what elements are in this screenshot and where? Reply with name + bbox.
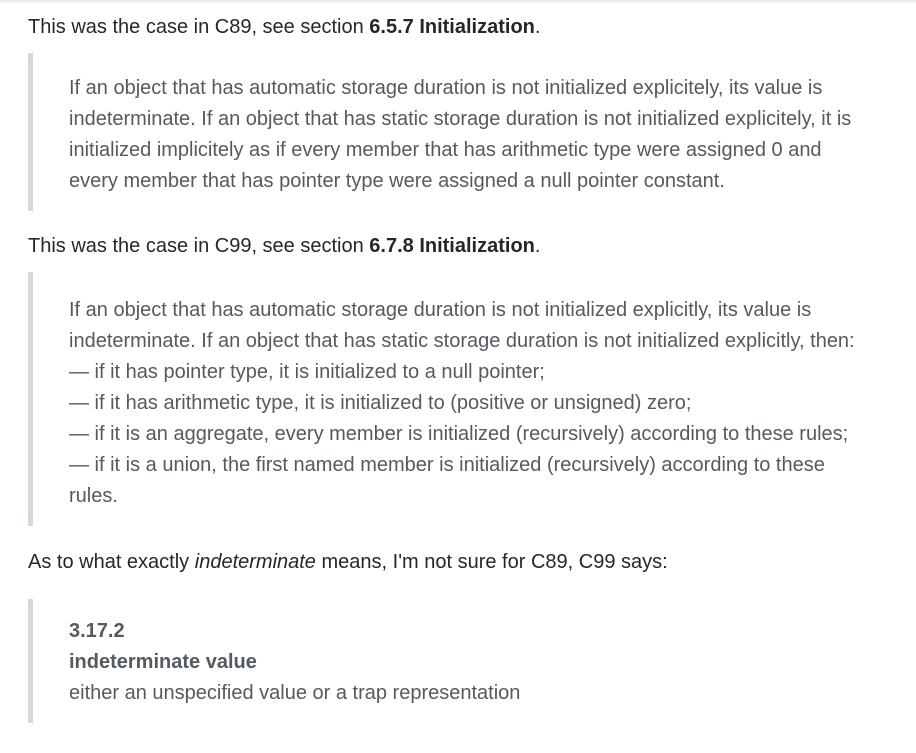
c99-intro-suffix: . xyxy=(534,235,541,257)
quote-line: — if it has arithmetic type, it is initialized to (positive or unsigned) zero; xyxy=(69,392,692,414)
quote-line: rules. xyxy=(69,485,118,507)
c89-intro xyxy=(28,13,898,41)
quote-line: — if it is an aggregate, every member is initialized (recursively) according to these rules; xyxy=(69,423,849,445)
indeterminate-emphasis: indeterminate xyxy=(194,551,316,573)
c99-quote xyxy=(28,272,898,526)
quote-line: — if it is a union, the first named member is initialized (recursively) according to these xyxy=(69,454,825,476)
c89-section-ref: 6.5.7 Initialization xyxy=(369,16,535,38)
c99-intro-prefix: This was the case in C99, see section xyxy=(28,235,370,257)
definition-number: 3.17.2 xyxy=(69,620,125,642)
c89-intro-suffix: . xyxy=(534,16,541,38)
c89-intro-prefix: This was the case in C89, see section xyxy=(28,16,370,38)
closing-suffix: means, I'm not sure for C89, C99 says: xyxy=(315,551,668,573)
quote-line: — if it has pointer type, it is initialized to a null pointer; xyxy=(69,361,545,383)
quote-line: If an object that has automatic storage duration is not initialized explicitely, its value is xyxy=(69,77,823,99)
top-edge-shadow xyxy=(0,0,916,4)
answer-body xyxy=(28,12,898,723)
c99-intro xyxy=(28,232,898,260)
quote-line: initialized implicitely as if every member that has arithmetic type were assigned 0 and xyxy=(69,139,822,161)
c99-section-ref: 6.7.8 Initialization xyxy=(369,235,535,257)
quote-line: indeterminate. If an object that has static storage duration is not initialized explicitely, it is xyxy=(69,108,852,130)
c89-quote xyxy=(28,53,898,211)
quote-line: indeterminate. If an object that has static storage duration is not initialized explicitly, then: xyxy=(69,330,855,352)
quote-line: every member that has pointer type were assigned a null pointer constant. xyxy=(69,170,725,192)
definition-quote xyxy=(28,599,898,723)
definition-text: either an unspecified value or a trap representation xyxy=(69,682,521,704)
closing-paragraph xyxy=(28,548,898,576)
quote-line: If an object that has automatic storage duration is not initialized explicitly, its value is xyxy=(69,299,812,321)
definition-term: indeterminate value xyxy=(69,651,257,673)
closing-prefix: As to what exactly xyxy=(28,551,195,573)
